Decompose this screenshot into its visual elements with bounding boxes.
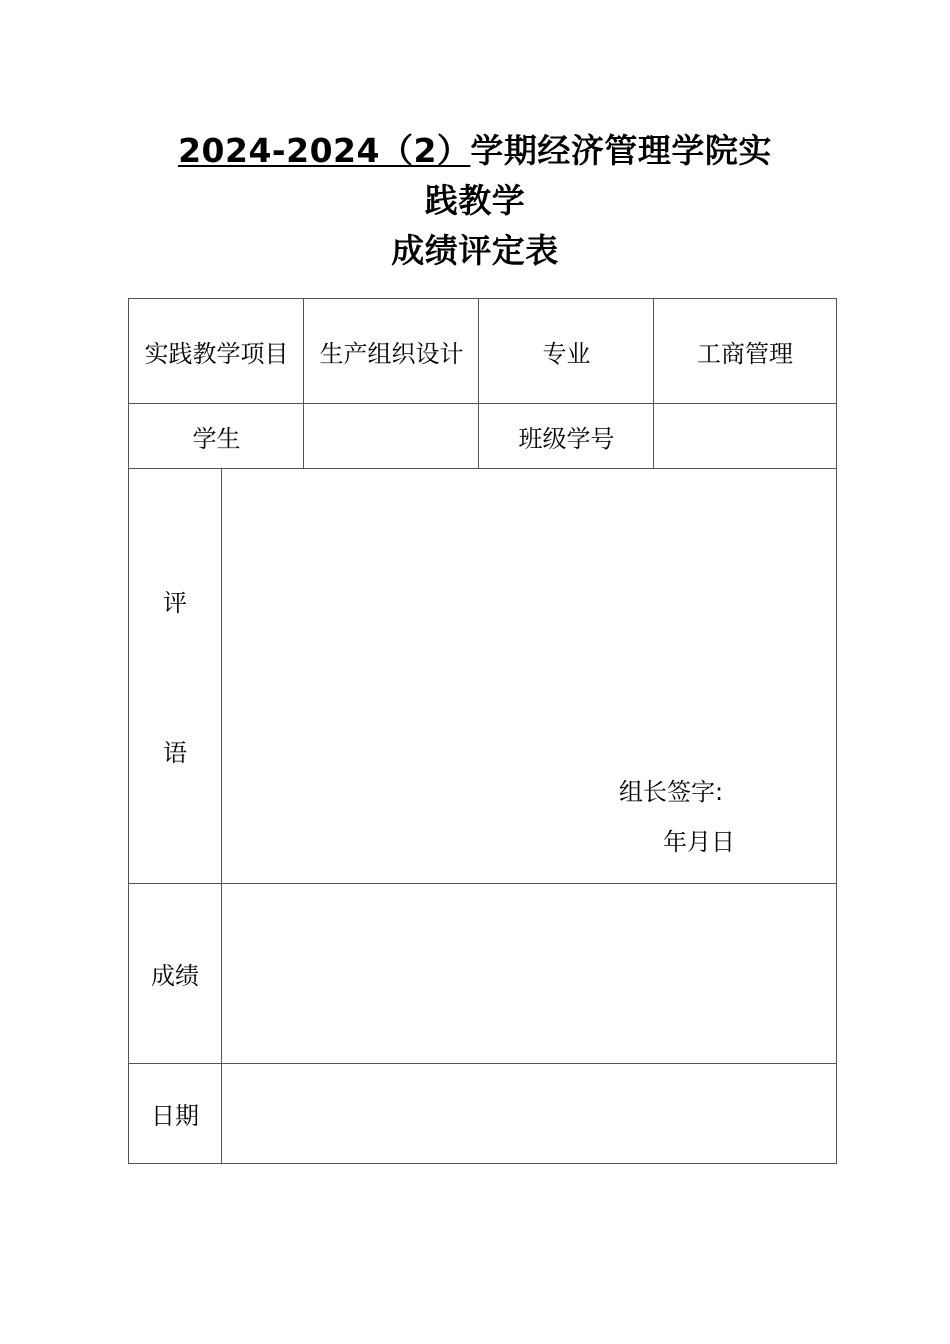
page-title-line-1 <box>0 131 950 171</box>
major-label: 专业 <box>542 340 591 368</box>
evaluation-form-table <box>128 298 837 1164</box>
page-title-line-3: 成绩评定表 <box>391 231 559 270</box>
project-value[interactable]: 生产组织设计 <box>319 340 464 368</box>
class-number-label: 班级学号 <box>518 425 615 453</box>
signature-date-label: 年月日 <box>663 828 735 856</box>
leader-signature-label: 组长签字: <box>619 778 724 806</box>
student-field[interactable] <box>304 404 479 469</box>
date-label: 日期 <box>151 1102 199 1130</box>
score-label: 成绩 <box>151 962 199 990</box>
comment-label-char-1: 评 <box>163 589 187 617</box>
score-field[interactable] <box>222 884 836 1063</box>
college-text: 学期经济管理学院实 <box>470 131 772 170</box>
student-label: 学生 <box>192 425 241 453</box>
major-value[interactable]: 工商管理 <box>697 340 793 368</box>
project-label: 实践教学项目 <box>144 340 289 368</box>
comment-field[interactable] <box>222 469 836 883</box>
date-field[interactable] <box>222 1064 836 1163</box>
comment-label-char-2: 语 <box>163 739 187 767</box>
page-title-line-2: 践教学 <box>424 181 526 220</box>
semester-text: 2024-2024（2） <box>178 131 471 170</box>
class-number-field[interactable] <box>654 404 836 469</box>
